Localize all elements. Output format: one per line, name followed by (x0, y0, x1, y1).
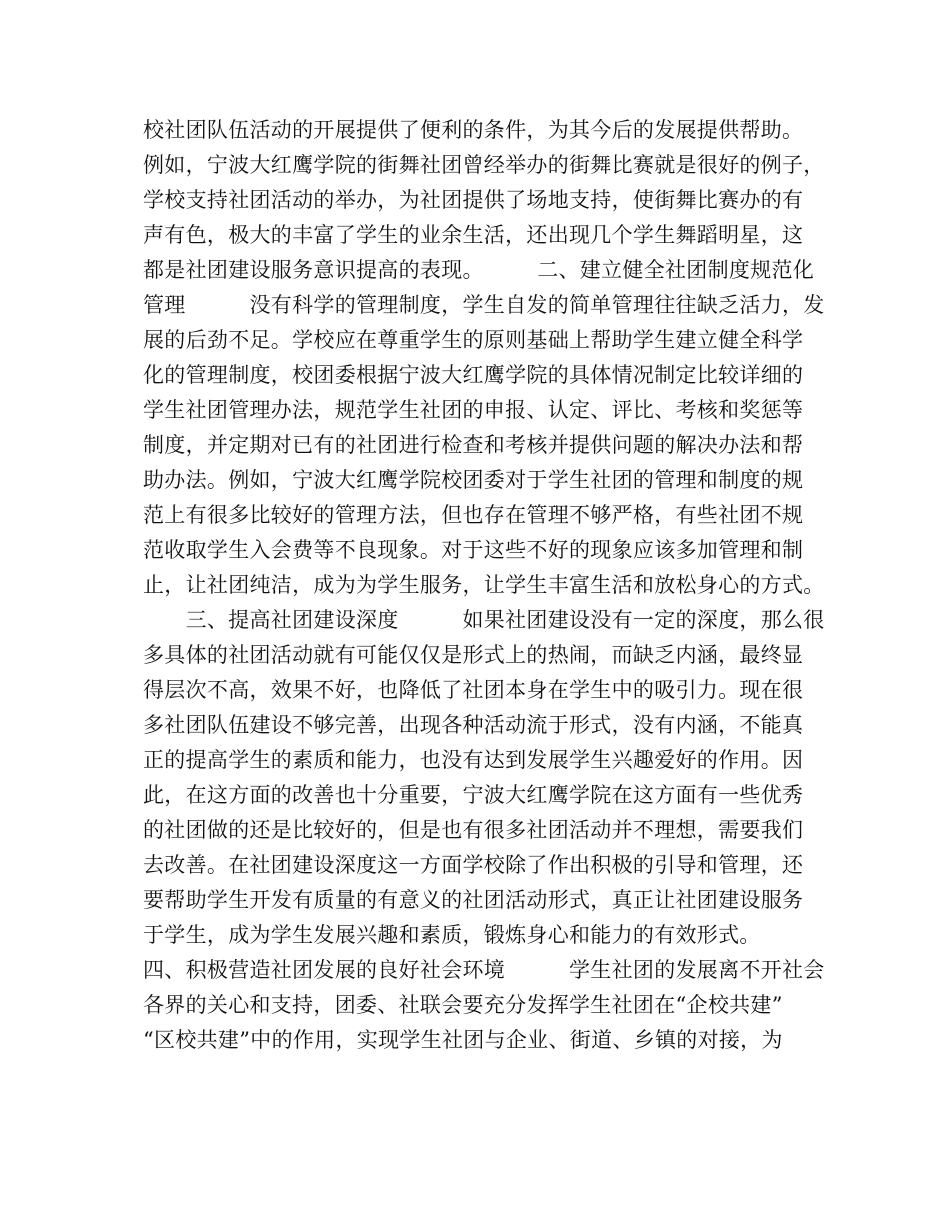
text-line: 多具体的社团活动就有可能仅仅是形式上的热闹，而缺乏内涵，最终显 (143, 643, 804, 667)
text-line: 制度，并定期对已有的社团进行检查和考核并提供问题的解决办法和帮 (143, 433, 804, 457)
text-line: 多社团队伍建设不够完善，出现各种活动流于形式，没有内涵，不能真 (143, 713, 804, 737)
text-line: 于学生，成为学生发展兴趣和素质，锻炼身心和能力的有效形式。 (143, 923, 761, 947)
text-line: 范上有很多比较好的管理方法，但也存在管理不够严格，有些社团不规 (143, 503, 804, 527)
text-line: 校社团队伍活动的开展提供了便利的条件，为其今后的发展提供帮助。 (143, 118, 804, 142)
text-line: 声有色，极大的丰富了学生的业余生活，还出现几个学生舞蹈明星，这 (143, 223, 804, 247)
text-line: 各界的关心和支持，团委、社联会要充分发挥学生社团在“企校共建” (143, 993, 783, 1017)
text-line: 的社团做的还是比较好的，但是也有很多社团活动并不理想，需要我们 (143, 818, 804, 842)
text-line: 学校支持社团活动的举办，为社团提供了场地支持，使街舞比赛办的有 (143, 188, 804, 212)
text-line: 展的后劲不足。学校应在尊重学生的原则基础上帮助学生建立健全科学 (143, 328, 804, 352)
text-line: 止，让社团纯洁，成为为学生服务，让学生丰富生活和放松身心的方式。 (143, 573, 825, 597)
text-line: “区校共建”中的作用，实现学生社团与企业、街道、乡镇的对接，为 (143, 1028, 783, 1052)
text-line: 此，在这方面的改善也十分重要，宁波大红鹰学院在这方面有一些优秀 (143, 783, 804, 807)
text-line: 例如，宁波大红鹰学院的街舞社团曾经举办的街舞比赛就是很好的例子， (143, 153, 825, 177)
text-line: 都是社团建设服务意识提高的表现。 二、建立健全社团制度规范化 (143, 258, 815, 282)
text-line: 学生社团管理办法，规范学生社团的申报、认定、评比、考核和奖惩等 (143, 398, 804, 422)
text-line: 正的提高学生的素质和能力，也没有达到发展学生兴趣爱好的作用。因 (143, 748, 804, 772)
text-line: 管理 没有科学的管理制度，学生自发的简单管理往往缺乏活力，发 (143, 293, 825, 317)
text-line: 化的管理制度，校团委根据宁波大红鹰学院的具体情况制定比较详细的 (143, 363, 804, 387)
text-line: 四、积极营造社团发展的良好社会环境 学生社团的发展离不开社会 (143, 958, 825, 982)
text-line: 范收取学生入会费等不良现象。对于这些不好的现象应该多加管理和制 (143, 538, 804, 562)
text-line: 去改善。在社团建设深度这一方面学校除了作出积极的引导和管理，还 (143, 853, 804, 877)
text-line: 三、提高社团建设深度 如果社团建设没有一定的深度，那么很 (143, 608, 825, 632)
text-line: 得层次不高，效果不好，也降低了社团本身在学生中的吸引力。现在很 (143, 678, 804, 702)
text-line: 助办法。例如，宁波大红鹰学院校团委对于学生社团的管理和制度的规 (143, 468, 804, 492)
text-line: 要帮助学生开发有质量的有意义的社团活动形式，真正让社团建设服务 (143, 888, 804, 912)
